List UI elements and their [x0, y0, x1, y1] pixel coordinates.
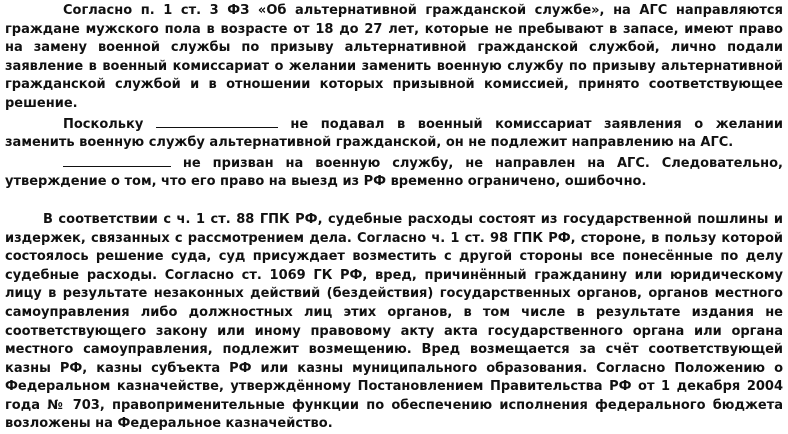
paragraph-no-application	[5, 114, 783, 153]
paragraph-spacer	[5, 192, 783, 211]
paragraph-conclusion	[5, 153, 783, 192]
paragraph-ags-conditions: Согласно п. 1 ст. 3 ФЗ «Об альтернативной гражданской службе», на АГС направляются граждане мужского пола в возрасте от 18 до 27 лет, которые не пребывают в запасе, имеют право на замену военной службы по призыву альтернативной гражданской службой, лично подали заявление в военный комиссариат о желании заменить военную службу по призыву альтернативной гражданской службой и в отношении которых призывной комиссией, принято соответствующее решение.	[5, 3, 783, 111]
name-blank-field	[156, 114, 278, 128]
paragraph-conclusion-rest: не призван на военную службу, не направлен на АГС. Следовательно, утверждение о том, что его право на выезд из РФ временно ограничено, ошибочно.	[5, 155, 783, 190]
paragraph-no-application-rest: не подавал в военный комиссариат заявления о желании заменить военную службу альтернативной гражданской, он не подлежит направлению на АГС.	[5, 116, 783, 151]
name-blank-field	[63, 153, 171, 167]
document-body	[5, 2, 783, 434]
paragraph-court-expenses: В соответствии с ч. 1 ст. 88 ГПК РФ, судебные расходы состоят из государственной пошлины и издержек, связанных с рассмотрением дела. Согласно ч. 1 ст. 98 ГПК РФ, стороне, в пользу которой состоялось решение суда, суд присуждает возместить с другой стороны все понесённые по делу судебные расходы. Согласно ст. 1069 ГК РФ, вред, причинённый гражданину или юридическому лицу в результате незаконных действий (бездействия) государственных органов, органов местного самоуправления либо должностных лиц этих органов, в том числе в результате издания не соответствующего закону или иному правовому акту акта государственного органа или органа местного самоуправления, подлежит возмещению. Вред возмещается за счёт соответствующей казны РФ, казны субъекта РФ или казны муниципального образования. Согласно Положению о Федеральном казначействе, утверждённому Постановлением Правительства РФ от 1 декабря 2004 года № 703, правоприменительные функции по обеспечению исполнения федерального бюджета возложены на Федеральное казначейство.	[5, 211, 783, 432]
paragraph-no-application-lead: Поскольку	[63, 116, 156, 132]
